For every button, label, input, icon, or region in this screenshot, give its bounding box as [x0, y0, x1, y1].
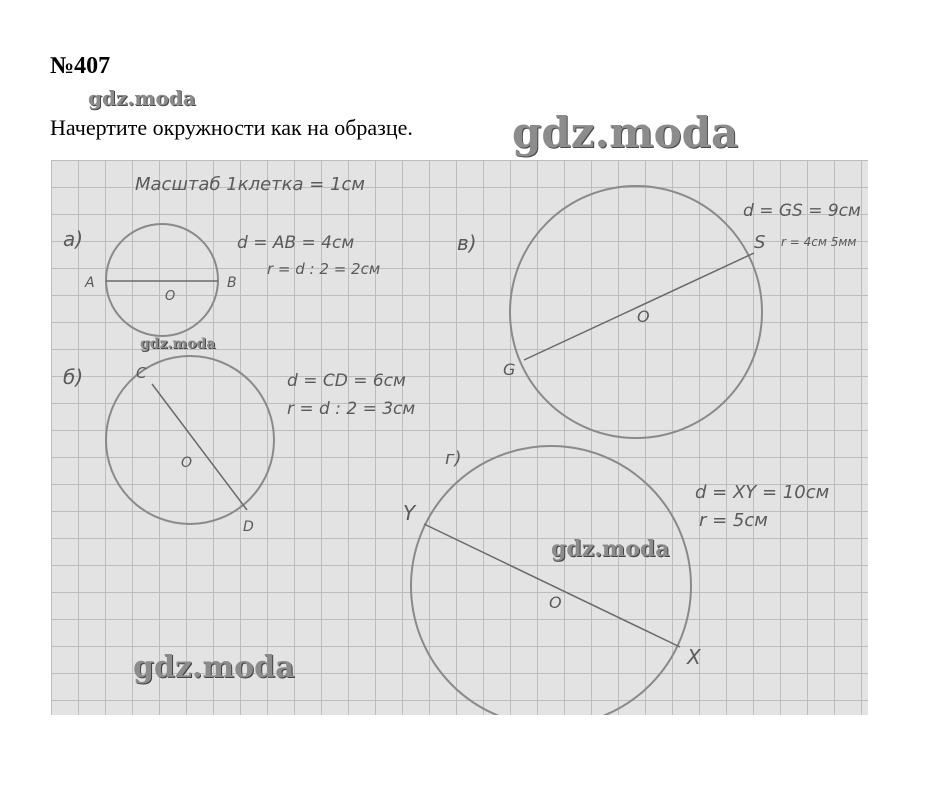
point-a: A	[85, 275, 95, 291]
part-g-label: г)	[445, 448, 462, 469]
part-v-label: в)	[457, 231, 477, 255]
center-a: O	[165, 289, 176, 304]
notebook-photo	[51, 160, 868, 715]
part-g-radius: r = 5см	[699, 510, 768, 531]
part-v-diameter: d = GS = 9см	[743, 201, 861, 221]
point-d: D	[243, 519, 254, 535]
part-b-label: б)	[63, 365, 84, 389]
point-b: B	[227, 275, 237, 291]
part-b-diameter: d = CD = 6см	[287, 371, 406, 391]
circle-b	[106, 356, 274, 524]
center-v: O	[637, 307, 650, 326]
point-g: G	[503, 360, 516, 379]
part-g-diameter: d = XY = 10см	[695, 482, 830, 503]
part-a-label: а)	[63, 227, 84, 251]
center-b: O	[181, 455, 193, 471]
scale-label: Масштаб 1клетка = 1см	[135, 174, 366, 195]
watermark-bottom: gdz.moda	[133, 650, 295, 685]
point-s: S	[754, 232, 766, 253]
part-a-radius: r = d : 2 = 2см	[267, 260, 381, 278]
watermark-top-small: gdz.moda	[88, 86, 196, 110]
point-c: C	[136, 364, 147, 382]
part-a-diameter: d = AB = 4см	[237, 233, 355, 253]
watermark-center: gdz.moda	[551, 536, 670, 562]
circle-a	[106, 224, 218, 336]
circle-g	[411, 446, 691, 715]
point-x: X	[687, 645, 701, 669]
part-b-radius: r = d : 2 = 3см	[287, 399, 416, 419]
diameter-cd	[152, 384, 247, 510]
drawing-canvas	[51, 160, 868, 715]
circle-v	[510, 186, 762, 438]
point-y: Y	[403, 501, 416, 525]
task-number: №407	[50, 53, 111, 79]
center-g: O	[549, 593, 562, 612]
watermark-middle-small: gdz.moda	[140, 336, 216, 352]
part-v-radius: r = 4см 5мм	[781, 235, 857, 249]
watermark-top-large: gdz.moda	[512, 108, 739, 157]
task-instruction: Начертите окружности как на образце.	[50, 115, 413, 140]
